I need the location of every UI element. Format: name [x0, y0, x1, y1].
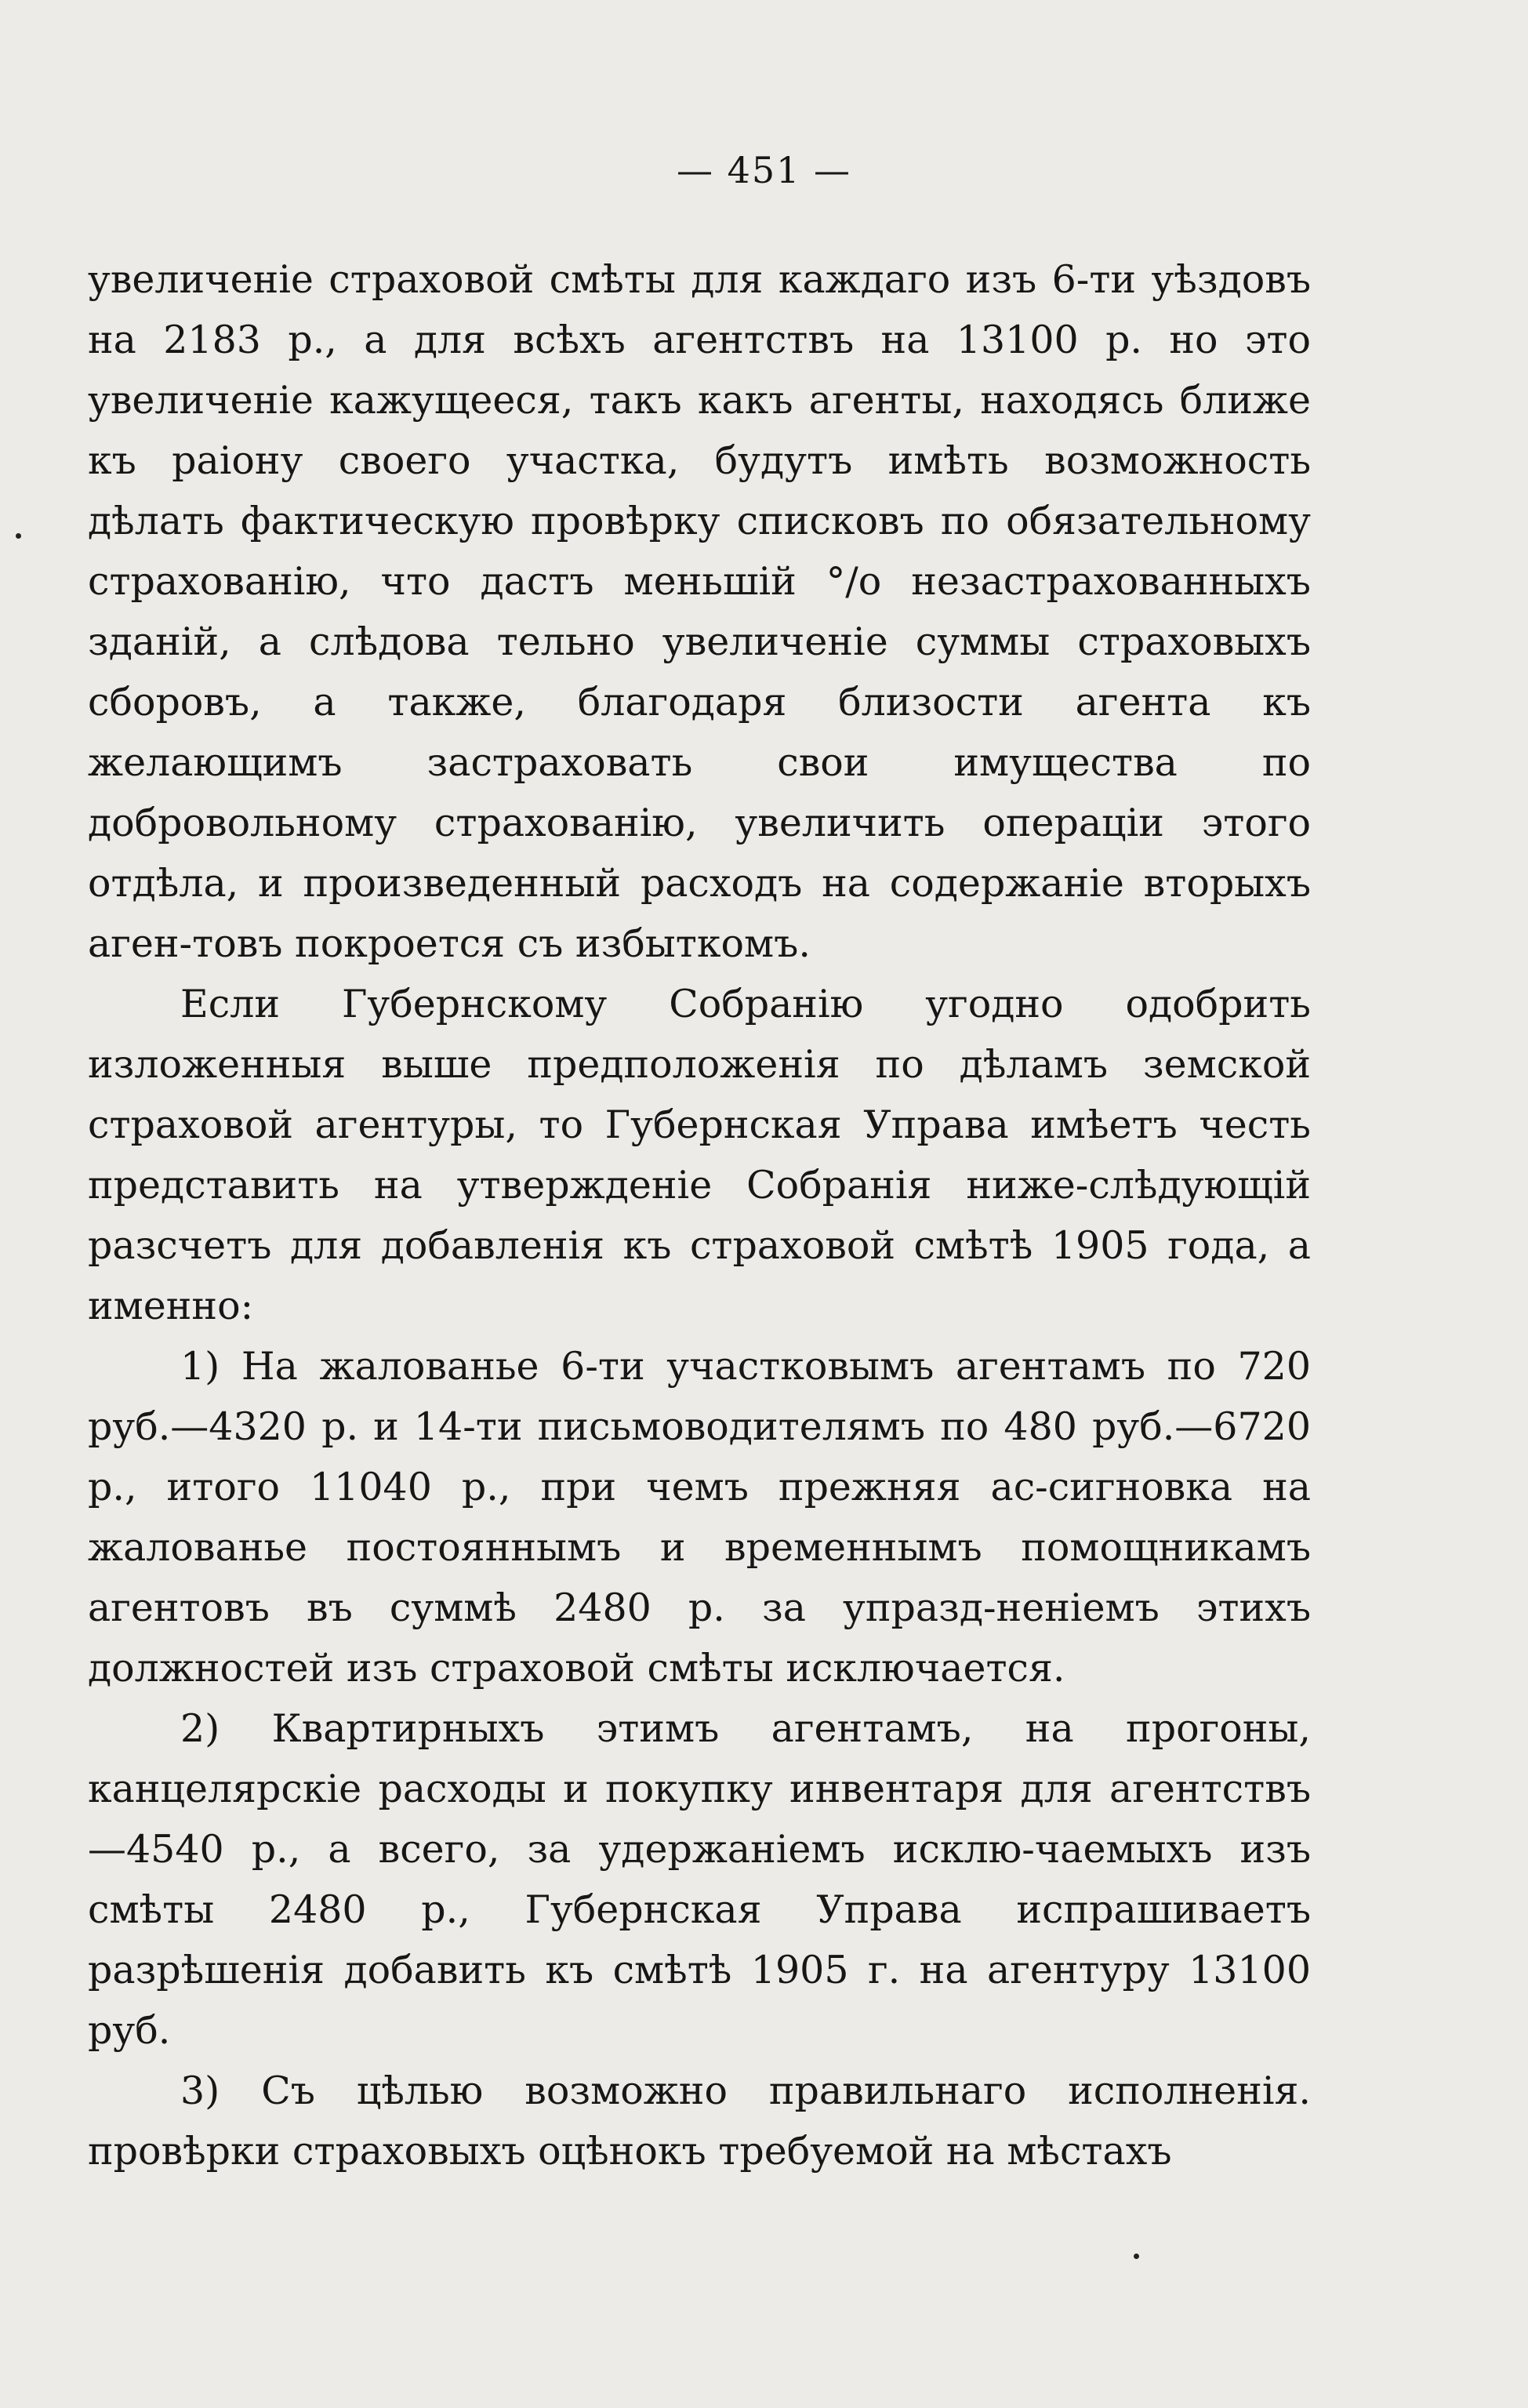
body-text — [88, 249, 1311, 2181]
list-item-salaries: 1) На жалованье 6-ти участковымъ агентамъ по 720 руб.—4320 р. и 14-ти письмоводителямъ по 480 руб.—6720 р., итого 11040 р., при чемъ прежняя ас-сигновка на жалованье постояннымъ и временнымъ помощникамъ агентовъ въ суммѣ 2480 р. за упразд-ненiемъ этихъ должностей изъ страховой смѣты исключается. — [88, 1344, 1311, 1691]
list-item-verification: 3) Съ цѣлью возможно правильнаго исполненiя. провѣрки страховыхъ оцѣнокъ требуемой на мѣстахъ — [88, 2068, 1311, 2174]
margin-speck — [16, 533, 21, 539]
bottom-speck — [1134, 2254, 1139, 2259]
page-number: — 451 — — [676, 149, 852, 191]
paragraph-proposal: Если Губернскому Собранiю угодно одобрить изложенныя выше предположенiя по дѣламъ земской страховой агентуры, то Губернская Управа имѣетъ честь представить на утвержденiе Собранiя ниже-слѣдующiй разсчетъ для добавленiя къ страховой смѣтѣ 1905 года, а именно: — [88, 982, 1311, 1328]
list-item-expenses: 2) Квартирныхъ этимъ агентамъ, на прогоны, канцелярскiе расходы и покупку инвентаря для агентствъ—4540 р., а всего, за удержанiемъ исклю-чаемыхъ изъ смѣты 2480 р., Губернская Управа испрашиваетъ разрѣшенiя добавить къ смѣтѣ 1905 г. на агентуру 13100 руб. — [88, 1706, 1311, 2053]
paragraph-continuation: увеличенiе страховой смѣты для каждаго изъ 6-ти уѣздовъ на 2183 р., а для всѣхъ агентствъ на 13100 р. но это увеличенiе кажущееся, такъ какъ агенты, находясь ближе къ раiону своего участка, будутъ имѣть возможность дѣлать фактическую провѣрку списковъ по обязательному страхованiю, что дастъ меньшiй °/о незастрахованныхъ зданiй, а слѣдова тельно увеличенiе суммы страховыхъ сборовъ, а также, благодаря близости агента къ желающимъ застраховать свои имущества по добровольному страхованiю, увеличить операцiи этого отдѣла, и произведенный расходъ на содержанiе вторыхъ аген-товъ покроется съ избыткомъ. — [88, 257, 1311, 966]
